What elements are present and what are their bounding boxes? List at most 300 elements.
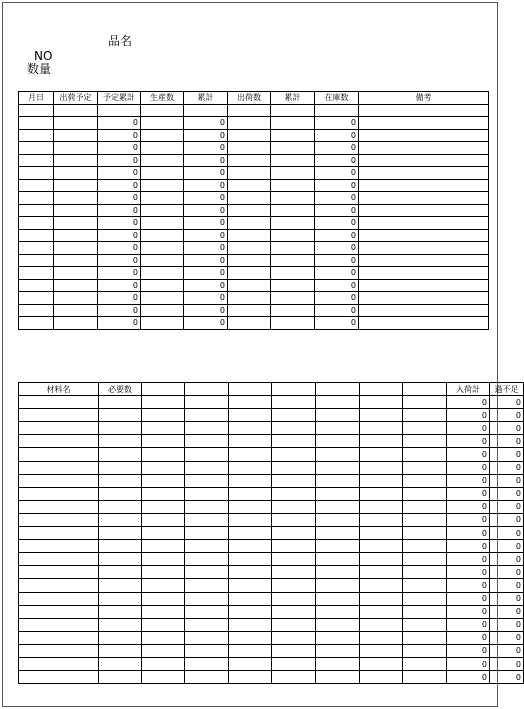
input-cell[interactable]	[359, 142, 489, 155]
computed-zero-cell[interactable]: 0	[184, 204, 228, 217]
input-cell[interactable]	[19, 566, 99, 579]
input-cell[interactable]	[272, 422, 316, 435]
computed-zero-cell[interactable]: 0	[98, 267, 141, 280]
computed-zero-cell[interactable]: 0	[98, 229, 141, 242]
input-cell[interactable]	[360, 409, 403, 422]
input-cell[interactable]	[360, 540, 403, 553]
input-cell[interactable]	[142, 631, 185, 644]
computed-zero-cell[interactable]: 0	[315, 304, 359, 317]
computed-zero-cell[interactable]: 0	[98, 242, 141, 255]
input-cell[interactable]	[229, 618, 272, 631]
input-cell[interactable]	[185, 461, 229, 474]
input-cell[interactable]	[316, 527, 360, 540]
computed-zero-cell[interactable]: 0	[98, 129, 141, 142]
input-cell[interactable]	[229, 592, 272, 605]
computed-zero-cell[interactable]: 0	[447, 527, 490, 540]
computed-zero-cell[interactable]: 0	[98, 254, 141, 267]
computed-zero-cell[interactable]: 0	[490, 409, 524, 422]
input-cell[interactable]	[271, 279, 315, 292]
input-cell[interactable]	[360, 487, 403, 500]
computed-zero-cell[interactable]: 0	[447, 657, 490, 670]
input-cell[interactable]	[185, 644, 229, 657]
computed-zero-cell[interactable]: 0	[98, 117, 141, 130]
input-cell[interactable]	[316, 448, 360, 461]
input-cell[interactable]	[272, 592, 316, 605]
input-cell[interactable]	[19, 422, 99, 435]
computed-zero-cell[interactable]: 0	[447, 435, 490, 448]
computed-zero-cell[interactable]: 0	[184, 267, 228, 280]
computed-zero-cell[interactable]: 0	[315, 254, 359, 267]
input-cell[interactable]	[316, 566, 360, 579]
input-cell[interactable]	[142, 487, 185, 500]
computed-zero-cell[interactable]: 0	[447, 671, 490, 684]
computed-zero-cell[interactable]: 0	[315, 192, 359, 205]
input-cell[interactable]	[359, 154, 489, 167]
computed-zero-cell[interactable]: 0	[447, 644, 490, 657]
input-cell[interactable]	[19, 671, 99, 684]
input-cell[interactable]	[19, 104, 54, 117]
input-cell[interactable]	[54, 179, 98, 192]
input-cell[interactable]	[272, 605, 316, 618]
input-cell[interactable]	[359, 229, 489, 242]
input-cell[interactable]	[141, 142, 184, 155]
input-cell[interactable]	[54, 242, 98, 255]
computed-zero-cell[interactable]: 0	[490, 618, 524, 631]
input-cell[interactable]	[272, 448, 316, 461]
input-cell[interactable]	[19, 409, 99, 422]
input-cell[interactable]	[359, 217, 489, 230]
input-cell[interactable]	[272, 566, 316, 579]
input-cell[interactable]	[359, 292, 489, 305]
input-cell[interactable]	[271, 142, 315, 155]
input-cell[interactable]	[403, 553, 447, 566]
input-cell[interactable]	[19, 448, 99, 461]
input-cell[interactable]	[142, 657, 185, 670]
input-cell[interactable]	[19, 618, 99, 631]
computed-zero-cell[interactable]: 0	[315, 267, 359, 280]
input-cell[interactable]	[271, 217, 315, 230]
input-cell[interactable]	[272, 396, 316, 409]
input-cell[interactable]	[228, 167, 271, 180]
input-cell[interactable]	[141, 117, 184, 130]
input-cell[interactable]	[360, 657, 403, 670]
input-cell[interactable]	[360, 527, 403, 540]
computed-zero-cell[interactable]: 0	[315, 279, 359, 292]
input-cell[interactable]	[19, 540, 99, 553]
input-cell[interactable]	[142, 500, 185, 513]
input-cell[interactable]	[360, 579, 403, 592]
input-cell[interactable]	[141, 167, 184, 180]
input-cell[interactable]	[185, 605, 229, 618]
input-cell[interactable]	[99, 435, 142, 448]
input-cell[interactable]	[99, 553, 142, 566]
input-cell[interactable]	[99, 566, 142, 579]
input-cell[interactable]	[360, 422, 403, 435]
input-cell[interactable]	[142, 605, 185, 618]
input-cell[interactable]	[19, 396, 99, 409]
input-cell[interactable]	[229, 448, 272, 461]
input-cell[interactable]	[185, 396, 229, 409]
computed-zero-cell[interactable]: 0	[98, 154, 141, 167]
input-cell[interactable]	[99, 671, 142, 684]
input-cell[interactable]	[185, 579, 229, 592]
input-cell[interactable]	[185, 527, 229, 540]
input-cell[interactable]	[141, 242, 184, 255]
input-cell[interactable]	[141, 217, 184, 230]
input-cell[interactable]	[360, 605, 403, 618]
input-cell[interactable]	[360, 644, 403, 657]
input-cell[interactable]	[229, 422, 272, 435]
input-cell[interactable]	[272, 409, 316, 422]
input-cell[interactable]	[229, 500, 272, 513]
input-cell[interactable]	[19, 217, 54, 230]
input-cell[interactable]	[228, 204, 271, 217]
input-cell[interactable]	[359, 117, 489, 130]
input-cell[interactable]	[185, 435, 229, 448]
input-cell[interactable]	[360, 448, 403, 461]
computed-zero-cell[interactable]: 0	[315, 292, 359, 305]
input-cell[interactable]	[316, 579, 360, 592]
input-cell[interactable]	[19, 267, 54, 280]
computed-zero-cell[interactable]: 0	[184, 254, 228, 267]
computed-zero-cell[interactable]: 0	[490, 631, 524, 644]
input-cell[interactable]	[141, 292, 184, 305]
computed-zero-cell[interactable]: 0	[447, 396, 490, 409]
input-cell[interactable]	[54, 192, 98, 205]
input-cell[interactable]	[228, 279, 271, 292]
input-cell[interactable]	[185, 487, 229, 500]
computed-zero-cell[interactable]: 0	[315, 117, 359, 130]
computed-zero-cell[interactable]: 0	[447, 474, 490, 487]
input-cell[interactable]	[359, 242, 489, 255]
input-cell[interactable]	[229, 644, 272, 657]
input-cell[interactable]	[316, 422, 360, 435]
input-cell[interactable]	[316, 631, 360, 644]
input-cell[interactable]	[54, 229, 98, 242]
computed-zero-cell[interactable]: 0	[98, 167, 141, 180]
input-cell[interactable]	[141, 204, 184, 217]
input-cell[interactable]	[185, 513, 229, 526]
computed-zero-cell[interactable]: 0	[315, 229, 359, 242]
input-cell[interactable]	[185, 566, 229, 579]
input-cell[interactable]	[229, 553, 272, 566]
input-cell[interactable]	[403, 487, 447, 500]
input-cell[interactable]	[19, 500, 99, 513]
input-cell[interactable]	[360, 618, 403, 631]
input-cell[interactable]	[141, 104, 184, 117]
computed-zero-cell[interactable]: 0	[490, 422, 524, 435]
input-cell[interactable]	[54, 104, 98, 117]
input-cell[interactable]	[228, 292, 271, 305]
input-cell[interactable]	[228, 317, 271, 330]
input-cell[interactable]	[271, 304, 315, 317]
input-cell[interactable]	[19, 579, 99, 592]
input-cell[interactable]	[185, 409, 229, 422]
input-cell[interactable]	[54, 129, 98, 142]
input-cell[interactable]	[403, 513, 447, 526]
input-cell[interactable]	[142, 527, 185, 540]
computed-zero-cell[interactable]: 0	[98, 279, 141, 292]
input-cell[interactable]	[316, 671, 360, 684]
input-cell[interactable]	[403, 618, 447, 631]
input-cell[interactable]	[142, 553, 185, 566]
input-cell[interactable]	[403, 435, 447, 448]
input-cell[interactable]	[403, 409, 447, 422]
input-cell[interactable]	[403, 500, 447, 513]
input-cell[interactable]	[229, 409, 272, 422]
input-cell[interactable]	[403, 461, 447, 474]
input-cell[interactable]	[228, 154, 271, 167]
computed-zero-cell[interactable]: 0	[315, 154, 359, 167]
input-cell[interactable]	[19, 461, 99, 474]
input-cell[interactable]	[99, 513, 142, 526]
input-cell[interactable]	[403, 605, 447, 618]
computed-zero-cell[interactable]: 0	[447, 553, 490, 566]
input-cell[interactable]	[359, 254, 489, 267]
input-cell[interactable]	[316, 540, 360, 553]
computed-zero-cell[interactable]: 0	[447, 487, 490, 500]
input-cell[interactable]	[316, 435, 360, 448]
input-cell[interactable]	[228, 179, 271, 192]
input-cell[interactable]	[271, 117, 315, 130]
input-cell[interactable]	[54, 217, 98, 230]
computed-zero-cell[interactable]: 0	[490, 527, 524, 540]
computed-zero-cell[interactable]: 0	[490, 487, 524, 500]
input-cell[interactable]	[19, 657, 99, 670]
input-cell[interactable]	[142, 513, 185, 526]
computed-zero-cell[interactable]: 0	[447, 579, 490, 592]
input-cell[interactable]	[316, 500, 360, 513]
computed-zero-cell[interactable]: 0	[490, 474, 524, 487]
input-cell[interactable]	[99, 540, 142, 553]
input-cell[interactable]	[99, 474, 142, 487]
input-cell[interactable]	[54, 167, 98, 180]
input-cell[interactable]	[316, 644, 360, 657]
input-cell[interactable]	[98, 104, 141, 117]
input-cell[interactable]	[142, 448, 185, 461]
computed-zero-cell[interactable]: 0	[184, 142, 228, 155]
computed-zero-cell[interactable]: 0	[184, 129, 228, 142]
input-cell[interactable]	[403, 579, 447, 592]
input-cell[interactable]	[272, 644, 316, 657]
input-cell[interactable]	[19, 242, 54, 255]
input-cell[interactable]	[271, 179, 315, 192]
input-cell[interactable]	[19, 204, 54, 217]
input-cell[interactable]	[272, 435, 316, 448]
input-cell[interactable]	[271, 154, 315, 167]
computed-zero-cell[interactable]: 0	[490, 540, 524, 553]
input-cell[interactable]	[360, 671, 403, 684]
input-cell[interactable]	[99, 657, 142, 670]
input-cell[interactable]	[360, 396, 403, 409]
input-cell[interactable]	[142, 422, 185, 435]
computed-zero-cell[interactable]: 0	[490, 500, 524, 513]
input-cell[interactable]	[272, 618, 316, 631]
computed-zero-cell[interactable]: 0	[98, 204, 141, 217]
input-cell[interactable]	[54, 204, 98, 217]
input-cell[interactable]	[272, 540, 316, 553]
input-cell[interactable]	[142, 396, 185, 409]
input-cell[interactable]	[19, 513, 99, 526]
input-cell[interactable]	[272, 671, 316, 684]
input-cell[interactable]	[185, 422, 229, 435]
computed-zero-cell[interactable]: 0	[490, 579, 524, 592]
input-cell[interactable]	[229, 540, 272, 553]
computed-zero-cell[interactable]: 0	[98, 304, 141, 317]
input-cell[interactable]	[142, 474, 185, 487]
input-cell[interactable]	[271, 242, 315, 255]
computed-zero-cell[interactable]: 0	[315, 242, 359, 255]
computed-zero-cell[interactable]: 0	[447, 513, 490, 526]
input-cell[interactable]	[229, 566, 272, 579]
input-cell[interactable]	[99, 592, 142, 605]
computed-zero-cell[interactable]: 0	[315, 204, 359, 217]
input-cell[interactable]	[228, 117, 271, 130]
input-cell[interactable]	[19, 154, 54, 167]
computed-zero-cell[interactable]: 0	[98, 192, 141, 205]
input-cell[interactable]	[271, 129, 315, 142]
input-cell[interactable]	[142, 540, 185, 553]
computed-zero-cell[interactable]: 0	[490, 435, 524, 448]
input-cell[interactable]	[316, 618, 360, 631]
computed-zero-cell[interactable]: 0	[98, 317, 141, 330]
input-cell[interactable]	[19, 229, 54, 242]
input-cell[interactable]	[316, 474, 360, 487]
input-cell[interactable]	[19, 474, 99, 487]
input-cell[interactable]	[19, 117, 54, 130]
computed-zero-cell[interactable]: 0	[447, 448, 490, 461]
input-cell[interactable]	[19, 142, 54, 155]
input-cell[interactable]	[229, 461, 272, 474]
input-cell[interactable]	[271, 204, 315, 217]
input-cell[interactable]	[272, 487, 316, 500]
input-cell[interactable]	[229, 579, 272, 592]
input-cell[interactable]	[403, 566, 447, 579]
computed-zero-cell[interactable]: 0	[490, 671, 524, 684]
input-cell[interactable]	[360, 631, 403, 644]
input-cell[interactable]	[229, 474, 272, 487]
input-cell[interactable]	[142, 566, 185, 579]
input-cell[interactable]	[185, 540, 229, 553]
input-cell[interactable]	[360, 553, 403, 566]
input-cell[interactable]	[99, 605, 142, 618]
input-cell[interactable]	[271, 267, 315, 280]
input-cell[interactable]	[360, 474, 403, 487]
input-cell[interactable]	[359, 129, 489, 142]
computed-zero-cell[interactable]: 0	[184, 117, 228, 130]
input-cell[interactable]	[403, 657, 447, 670]
input-cell[interactable]	[142, 435, 185, 448]
input-cell[interactable]	[316, 461, 360, 474]
input-cell[interactable]	[99, 396, 142, 409]
computed-zero-cell[interactable]: 0	[447, 422, 490, 435]
input-cell[interactable]	[141, 304, 184, 317]
computed-zero-cell[interactable]: 0	[184, 154, 228, 167]
computed-zero-cell[interactable]: 0	[98, 142, 141, 155]
input-cell[interactable]	[185, 448, 229, 461]
computed-zero-cell[interactable]: 0	[315, 142, 359, 155]
input-cell[interactable]	[403, 592, 447, 605]
input-cell[interactable]	[271, 292, 315, 305]
input-cell[interactable]	[359, 104, 489, 117]
input-cell[interactable]	[19, 279, 54, 292]
input-cell[interactable]	[141, 229, 184, 242]
input-cell[interactable]	[19, 487, 99, 500]
computed-zero-cell[interactable]: 0	[315, 129, 359, 142]
computed-zero-cell[interactable]: 0	[184, 179, 228, 192]
input-cell[interactable]	[228, 142, 271, 155]
input-cell[interactable]	[229, 605, 272, 618]
input-cell[interactable]	[141, 129, 184, 142]
input-cell[interactable]	[229, 671, 272, 684]
computed-zero-cell[interactable]: 0	[184, 217, 228, 230]
computed-zero-cell[interactable]: 0	[447, 592, 490, 605]
input-cell[interactable]	[185, 553, 229, 566]
input-cell[interactable]	[99, 409, 142, 422]
input-cell[interactable]	[19, 553, 99, 566]
input-cell[interactable]	[54, 292, 98, 305]
computed-zero-cell[interactable]: 0	[184, 242, 228, 255]
computed-zero-cell[interactable]: 0	[490, 644, 524, 657]
input-cell[interactable]	[54, 304, 98, 317]
input-cell[interactable]	[99, 644, 142, 657]
input-cell[interactable]	[142, 579, 185, 592]
input-cell[interactable]	[185, 631, 229, 644]
computed-zero-cell[interactable]: 0	[184, 304, 228, 317]
computed-zero-cell[interactable]: 0	[447, 566, 490, 579]
input-cell[interactable]	[271, 104, 315, 117]
input-cell[interactable]	[142, 592, 185, 605]
input-cell[interactable]	[185, 657, 229, 670]
input-cell[interactable]	[141, 254, 184, 267]
input-cell[interactable]	[19, 179, 54, 192]
input-cell[interactable]	[403, 671, 447, 684]
input-cell[interactable]	[185, 618, 229, 631]
computed-zero-cell[interactable]: 0	[98, 292, 141, 305]
computed-zero-cell[interactable]: 0	[490, 605, 524, 618]
input-cell[interactable]	[19, 527, 99, 540]
input-cell[interactable]	[360, 513, 403, 526]
computed-zero-cell[interactable]: 0	[490, 396, 524, 409]
input-cell[interactable]	[359, 304, 489, 317]
input-cell[interactable]	[272, 657, 316, 670]
input-cell[interactable]	[360, 500, 403, 513]
input-cell[interactable]	[403, 527, 447, 540]
computed-zero-cell[interactable]: 0	[447, 500, 490, 513]
input-cell[interactable]	[271, 229, 315, 242]
input-cell[interactable]	[271, 254, 315, 267]
input-cell[interactable]	[403, 631, 447, 644]
input-cell[interactable]	[141, 317, 184, 330]
computed-zero-cell[interactable]: 0	[315, 217, 359, 230]
input-cell[interactable]	[184, 104, 228, 117]
computed-zero-cell[interactable]: 0	[184, 317, 228, 330]
input-cell[interactable]	[228, 267, 271, 280]
input-cell[interactable]	[272, 579, 316, 592]
input-cell[interactable]	[142, 461, 185, 474]
computed-zero-cell[interactable]: 0	[447, 631, 490, 644]
input-cell[interactable]	[99, 448, 142, 461]
input-cell[interactable]	[19, 317, 54, 330]
input-cell[interactable]	[141, 192, 184, 205]
input-cell[interactable]	[142, 644, 185, 657]
input-cell[interactable]	[403, 422, 447, 435]
computed-zero-cell[interactable]: 0	[490, 513, 524, 526]
computed-zero-cell[interactable]: 0	[184, 292, 228, 305]
input-cell[interactable]	[272, 631, 316, 644]
input-cell[interactable]	[228, 254, 271, 267]
input-cell[interactable]	[316, 396, 360, 409]
